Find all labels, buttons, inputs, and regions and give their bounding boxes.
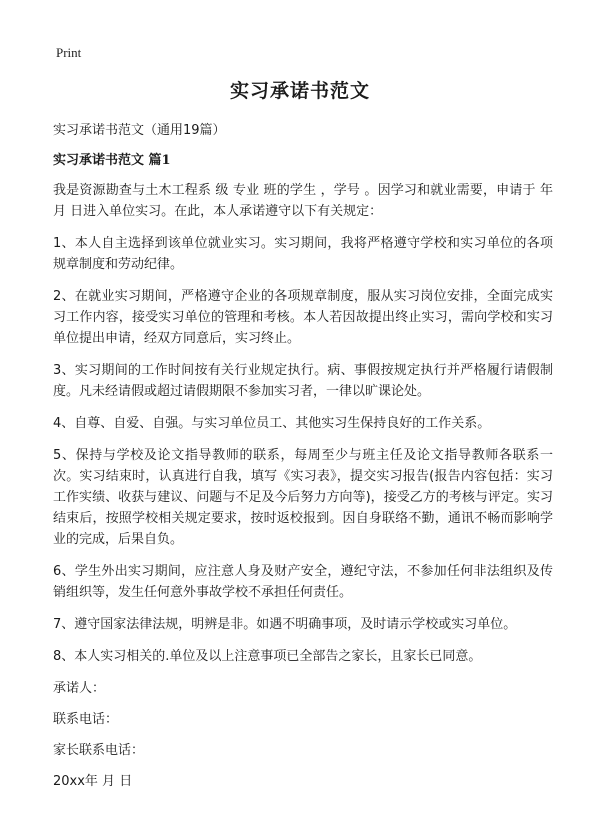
rule-item-2: 2、在就业实习期间，严格遵守企业的各项规章制度，服从实习岗位安排，全面完成实习工作内容，接受实习单位的管理和考核。本人若因故提出终止实习，需向学校和实习单位提出申请，经双方同意后，实习终止。 <box>53 289 553 346</box>
rule-item-1: 1、本人自主选择到该单位就业实习。实习期间，我将严格遵守学校和实习单位的各项规章制度和劳动纪律。 <box>53 236 553 272</box>
rule-item-8: 8、本人实习相关的.单位及以上注意事项已全部告之家长，且家长已同意。 <box>53 649 482 664</box>
signature-promisor: 承诺人： <box>53 681 106 696</box>
rule-item-7: 7、遵守国家法律法规，明辨是非。如遇不明确事项，及时请示学校或实习单位。 <box>53 617 517 632</box>
document-subtitle: 实习承诺书范文（通用19篇） <box>53 123 226 138</box>
rule-item-6: 6、学生外出实习期间，应注意人身及财产安全，遵纪守法，不参加任何非法组织及传销组织等，发生任何意外事故学校不承担任何责任。 <box>53 564 553 600</box>
signature-parent-phone: 家长联系电话： <box>53 743 145 758</box>
page-title: 实习承诺书范文 <box>229 80 370 102</box>
print-link[interactable]: Print <box>56 45 82 60</box>
rule-item-3: 3、实习期间的工作时间按有关行业规定执行。病、事假按规定执行并严格履行请假制度。凡未经请假或超过请假期限不参加实习者，一律以旷课论处。 <box>53 363 553 399</box>
signature-phone: 联系电话： <box>53 712 119 727</box>
rule-item-5: 5、保持与学校及论文指导教师的联系，每周至少与班主任及论文指导教师各联系一次。实习结束时，认真进行自我，填写《实习表》，提交实习报告(报告内容包括：实习工作实绩、收获与建议、问题与不足及今后努力方向等)，接受乙方的考核与评定。实习结束后，按照学校相关规定要求，按时返校报到。因自身联络不勤，通讯不畅而影响学业的完成，后果自负。 <box>53 448 553 547</box>
document-body <box>53 120 553 802</box>
intro-paragraph: 我是资源勘查与土木工程系 级 专业 班的学生 ，学号 。因学习和就业需要，申请于 年 月 日进入单位实习。在此，本人承诺遵守以下有关规定： <box>53 183 553 219</box>
section-heading: 实习承诺书范文 篇1 <box>53 153 171 168</box>
signature-date: 20xx年 月 日 <box>53 774 133 789</box>
rule-item-4: 4、自尊、自爱、自强。与实习单位员工、其他实习生保持良好的工作关系。 <box>53 416 491 431</box>
